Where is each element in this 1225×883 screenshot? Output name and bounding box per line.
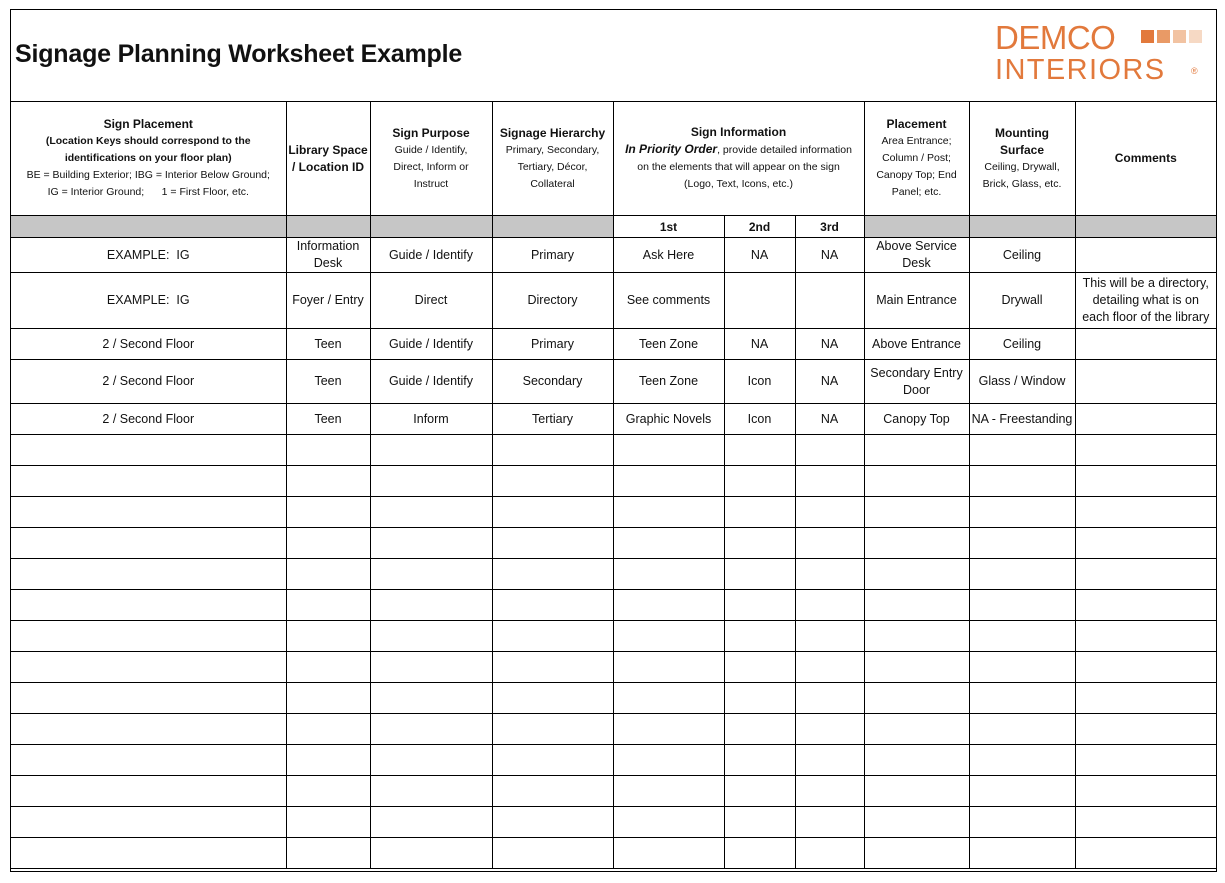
- cell-info-1st[interactable]: [613, 714, 724, 745]
- cell-library-space[interactable]: [286, 838, 370, 869]
- cell-info-2nd[interactable]: [724, 590, 795, 621]
- cell-mounting[interactable]: [969, 776, 1075, 807]
- cell-comments[interactable]: [1075, 590, 1216, 621]
- cell-hierarchy[interactable]: [492, 497, 613, 528]
- cell-info-3rd[interactable]: [795, 621, 864, 652]
- empty-table-row: [11, 838, 1216, 869]
- cell-hierarchy[interactable]: [492, 745, 613, 776]
- cell-info-3rd[interactable]: [795, 559, 864, 590]
- cell-purpose[interactable]: [370, 590, 492, 621]
- cell-info-1st[interactable]: [613, 745, 724, 776]
- cell-info-3rd[interactable]: [795, 745, 864, 776]
- priority-2nd: 2nd: [724, 216, 795, 238]
- cell-library-space[interactable]: [286, 652, 370, 683]
- cell-info-3rd[interactable]: [795, 683, 864, 714]
- cell-comments[interactable]: [1075, 528, 1216, 559]
- cell-info-2nd[interactable]: [724, 621, 795, 652]
- cell-comments[interactable]: [1075, 745, 1216, 776]
- cell-library-space[interactable]: [286, 497, 370, 528]
- table-row: [11, 360, 1216, 404]
- cell-purpose[interactable]: [370, 528, 492, 559]
- cell-comments[interactable]: [1075, 360, 1216, 404]
- cell-comments[interactable]: [1075, 714, 1216, 745]
- cell-info-2nd[interactable]: [724, 466, 795, 497]
- cell-hierarchy[interactable]: [492, 466, 613, 497]
- cell-library-space[interactable]: [286, 807, 370, 838]
- cell-info-1st[interactable]: [613, 776, 724, 807]
- cell-info-3rd[interactable]: [795, 652, 864, 683]
- cell-info-3rd[interactable]: [795, 807, 864, 838]
- cell-placement-key[interactable]: [11, 528, 286, 559]
- cell-placement[interactable]: [864, 652, 969, 683]
- cell-info-1st[interactable]: Ask Here: [613, 238, 724, 273]
- header-library-space: Library Space / Location ID: [286, 102, 370, 216]
- cell-info-1st[interactable]: [613, 807, 724, 838]
- cell-mounting[interactable]: NA - Freestanding: [969, 404, 1075, 435]
- cell-info-2nd[interactable]: [724, 745, 795, 776]
- empty-table-row: [11, 652, 1216, 683]
- cell-placement-key[interactable]: [11, 838, 286, 869]
- cell-library-space[interactable]: [286, 621, 370, 652]
- cell-library-space[interactable]: [286, 776, 370, 807]
- cell-placement-key[interactable]: [11, 683, 286, 714]
- cell-placement[interactable]: [864, 590, 969, 621]
- table-row: [11, 404, 1216, 435]
- cell-purpose[interactable]: [370, 497, 492, 528]
- title-band: [11, 10, 1216, 102]
- cell-placement-key[interactable]: 2 / Second Floor: [11, 360, 286, 404]
- cell-placement[interactable]: [864, 807, 969, 838]
- empty-table-row: [11, 497, 1216, 528]
- cell-placement[interactable]: [864, 466, 969, 497]
- priority-spacer: [864, 216, 969, 238]
- table-row: [11, 329, 1216, 360]
- cell-library-space[interactable]: Teen: [286, 329, 370, 360]
- cell-info-2nd[interactable]: NA: [724, 329, 795, 360]
- cell-hierarchy[interactable]: [492, 838, 613, 869]
- cell-info-1st[interactable]: [613, 559, 724, 590]
- cell-info-3rd[interactable]: NA: [795, 238, 864, 273]
- cell-placement-key[interactable]: EXAMPLE: IG: [11, 273, 286, 329]
- cell-placement[interactable]: [864, 714, 969, 745]
- cell-info-3rd[interactable]: NA: [795, 329, 864, 360]
- cell-info-2nd[interactable]: [724, 652, 795, 683]
- empty-table-row: [11, 776, 1216, 807]
- cell-info-2nd[interactable]: [724, 528, 795, 559]
- empty-table-row: [11, 528, 1216, 559]
- cell-placement-key[interactable]: [11, 652, 286, 683]
- priority-spacer: [492, 216, 613, 238]
- cell-placement-key[interactable]: [11, 621, 286, 652]
- cell-mounting[interactable]: [969, 838, 1075, 869]
- cell-placement[interactable]: Above Service Desk: [864, 238, 969, 273]
- header-comments: Comments: [1075, 102, 1216, 216]
- cell-library-space[interactable]: [286, 745, 370, 776]
- cell-comments[interactable]: [1075, 466, 1216, 497]
- cell-info-3rd[interactable]: [795, 466, 864, 497]
- cell-mounting[interactable]: Drywall: [969, 273, 1075, 329]
- cell-hierarchy[interactable]: Primary: [492, 238, 613, 273]
- cell-hierarchy[interactable]: Secondary: [492, 360, 613, 404]
- cell-placement-key[interactable]: [11, 776, 286, 807]
- cell-placement[interactable]: Above Entrance: [864, 329, 969, 360]
- cell-hierarchy[interactable]: [492, 528, 613, 559]
- priority-row: [11, 216, 1216, 238]
- cell-info-1st[interactable]: [613, 497, 724, 528]
- cell-purpose[interactable]: [370, 776, 492, 807]
- cell-placement[interactable]: Canopy Top: [864, 404, 969, 435]
- cell-info-2nd[interactable]: [724, 683, 795, 714]
- cell-mounting[interactable]: [969, 590, 1075, 621]
- cell-placement[interactable]: [864, 745, 969, 776]
- cell-hierarchy[interactable]: [492, 652, 613, 683]
- header-sign-placement: Sign Placement (Location Keys should correspond to the identifications on your floor plan) BE = Building Exterior; IBG = Interior Below Ground; IG = Interior Ground; 1 = First Floor, etc.: [11, 102, 286, 216]
- empty-table-row: [11, 714, 1216, 745]
- cell-mounting[interactable]: [969, 714, 1075, 745]
- cell-purpose[interactable]: Guide / Identify: [370, 329, 492, 360]
- cell-library-space[interactable]: Teen: [286, 360, 370, 404]
- cell-info-2nd[interactable]: [724, 497, 795, 528]
- cell-info-1st[interactable]: [613, 466, 724, 497]
- cell-purpose[interactable]: [370, 714, 492, 745]
- cell-comments[interactable]: [1075, 497, 1216, 528]
- cell-placement-key[interactable]: 2 / Second Floor: [11, 329, 286, 360]
- cell-hierarchy[interactable]: [492, 435, 613, 466]
- header-sign-purpose: Sign Purpose Guide / Identify, Direct, Inform or Instruct: [370, 102, 492, 216]
- cell-mounting[interactable]: Ceiling: [969, 238, 1075, 273]
- cell-placement-key[interactable]: [11, 590, 286, 621]
- cell-info-3rd[interactable]: [795, 838, 864, 869]
- cell-placement[interactable]: Secondary Entry Door: [864, 360, 969, 404]
- cell-mounting[interactable]: [969, 466, 1075, 497]
- cell-info-1st[interactable]: [613, 621, 724, 652]
- cell-mounting[interactable]: [969, 559, 1075, 590]
- page-title: Signage Planning Worksheet Example: [15, 40, 463, 68]
- cell-comments[interactable]: [1075, 807, 1216, 838]
- cell-placement-key[interactable]: [11, 714, 286, 745]
- cell-info-2nd[interactable]: [724, 838, 795, 869]
- cell-hierarchy[interactable]: [492, 621, 613, 652]
- cell-placement-key[interactable]: [11, 745, 286, 776]
- empty-table-row: [11, 621, 1216, 652]
- cell-purpose[interactable]: [370, 807, 492, 838]
- cell-comments[interactable]: [1075, 435, 1216, 466]
- logo-line1: DEMCO: [995, 19, 1116, 56]
- cell-placement[interactable]: [864, 776, 969, 807]
- cell-placement-key[interactable]: 2 / Second Floor: [11, 404, 286, 435]
- logo-line2: INTERIORS: [995, 54, 1166, 86]
- cell-placement[interactable]: [864, 435, 969, 466]
- cell-info-3rd[interactable]: [795, 590, 864, 621]
- cell-placement-key[interactable]: [11, 466, 286, 497]
- cell-info-3rd[interactable]: [795, 435, 864, 466]
- priority-spacer: [969, 216, 1075, 238]
- cell-purpose[interactable]: [370, 559, 492, 590]
- cell-info-2nd[interactable]: [724, 776, 795, 807]
- cell-placement[interactable]: [864, 621, 969, 652]
- cell-info-1st[interactable]: [613, 683, 724, 714]
- cell-comments[interactable]: [1075, 621, 1216, 652]
- cell-info-2nd[interactable]: NA: [724, 238, 795, 273]
- cell-library-space[interactable]: [286, 714, 370, 745]
- empty-table-row: [11, 745, 1216, 776]
- cell-hierarchy[interactable]: [492, 807, 613, 838]
- empty-table-row: [11, 466, 1216, 497]
- cell-mounting[interactable]: [969, 497, 1075, 528]
- cell-hierarchy[interactable]: [492, 590, 613, 621]
- cell-placement[interactable]: [864, 528, 969, 559]
- empty-table-row: [11, 807, 1216, 838]
- cell-purpose[interactable]: [370, 652, 492, 683]
- cell-info-1st[interactable]: [613, 838, 724, 869]
- cell-purpose[interactable]: [370, 435, 492, 466]
- cell-mounting[interactable]: [969, 435, 1075, 466]
- cell-info-2nd[interactable]: Icon: [724, 404, 795, 435]
- cell-hierarchy[interactable]: [492, 683, 613, 714]
- cell-library-space[interactable]: Teen: [286, 404, 370, 435]
- cell-placement-key[interactable]: [11, 807, 286, 838]
- table-row: [11, 238, 1216, 273]
- cell-hierarchy[interactable]: [492, 714, 613, 745]
- logo-registered-mark: ®: [1191, 66, 1198, 76]
- cell-info-2nd[interactable]: [724, 273, 795, 329]
- cell-info-1st[interactable]: See comments: [613, 273, 724, 329]
- cell-hierarchy[interactable]: [492, 559, 613, 590]
- cell-purpose[interactable]: Guide / Identify: [370, 360, 492, 404]
- cell-placement-key[interactable]: EXAMPLE: IG: [11, 238, 286, 273]
- cell-comments[interactable]: [1075, 238, 1216, 273]
- priority-spacer: [286, 216, 370, 238]
- cell-mounting[interactable]: [969, 621, 1075, 652]
- cell-library-space[interactable]: [286, 466, 370, 497]
- cell-purpose[interactable]: Guide / Identify: [370, 238, 492, 273]
- cell-info-2nd[interactable]: [724, 559, 795, 590]
- cell-purpose[interactable]: [370, 621, 492, 652]
- cell-comments[interactable]: [1075, 683, 1216, 714]
- cell-mounting[interactable]: [969, 745, 1075, 776]
- cell-placement[interactable]: [864, 497, 969, 528]
- cell-info-3rd[interactable]: NA: [795, 360, 864, 404]
- cell-purpose[interactable]: [370, 745, 492, 776]
- worksheet-table: [11, 101, 1216, 869]
- cell-hierarchy[interactable]: [492, 776, 613, 807]
- cell-mounting[interactable]: [969, 683, 1075, 714]
- cell-comments[interactable]: [1075, 838, 1216, 869]
- priority-spacer: [11, 216, 286, 238]
- cell-info-3rd[interactable]: [795, 497, 864, 528]
- cell-info-1st[interactable]: Teen Zone: [613, 329, 724, 360]
- empty-table-row: [11, 435, 1216, 466]
- header-sign-information: Sign Information In Priority Order, provide detailed information on the elements that will appear on the sign (Logo, Text, Icons, etc.): [613, 102, 864, 216]
- cell-hierarchy[interactable]: Tertiary: [492, 404, 613, 435]
- cell-comments[interactable]: [1075, 776, 1216, 807]
- cell-placement-key[interactable]: [11, 559, 286, 590]
- cell-purpose[interactable]: Inform: [370, 404, 492, 435]
- cell-purpose[interactable]: [370, 838, 492, 869]
- priority-1st: 1st: [613, 216, 724, 238]
- cell-info-3rd[interactable]: [795, 714, 864, 745]
- demco-interiors-logo: [995, 20, 1207, 90]
- cell-info-2nd[interactable]: Icon: [724, 360, 795, 404]
- cell-info-1st[interactable]: [613, 435, 724, 466]
- cell-library-space[interactable]: [286, 528, 370, 559]
- cell-info-2nd[interactable]: [724, 807, 795, 838]
- cell-mounting[interactable]: [969, 528, 1075, 559]
- cell-info-3rd[interactable]: NA: [795, 404, 864, 435]
- empty-table-row: [11, 590, 1216, 621]
- cell-mounting[interactable]: [969, 807, 1075, 838]
- cell-info-2nd[interactable]: [724, 714, 795, 745]
- cell-purpose[interactable]: Direct: [370, 273, 492, 329]
- cell-mounting[interactable]: Glass / Window: [969, 360, 1075, 404]
- cell-info-3rd[interactable]: [795, 273, 864, 329]
- cell-library-space[interactable]: Information Desk: [286, 238, 370, 273]
- cell-purpose[interactable]: [370, 683, 492, 714]
- cell-placement-key[interactable]: [11, 497, 286, 528]
- priority-3rd: 3rd: [795, 216, 864, 238]
- cell-info-2nd[interactable]: [724, 435, 795, 466]
- cell-library-space[interactable]: [286, 590, 370, 621]
- cell-info-1st[interactable]: Teen Zone: [613, 360, 724, 404]
- cell-library-space[interactable]: [286, 559, 370, 590]
- cell-purpose[interactable]: [370, 466, 492, 497]
- cell-info-1st[interactable]: [613, 590, 724, 621]
- cell-comments[interactable]: [1075, 559, 1216, 590]
- worksheet: [10, 9, 1217, 872]
- cell-hierarchy[interactable]: Primary: [492, 329, 613, 360]
- cell-info-1st[interactable]: Graphic Novels: [613, 404, 724, 435]
- header-signage-hierarchy: Signage Hierarchy Primary, Secondary, Tertiary, Décor, Collateral: [492, 102, 613, 216]
- table-row: [11, 273, 1216, 329]
- header-placement: Placement Area Entrance; Column / Post; Canopy Top; End Panel; etc.: [864, 102, 969, 216]
- cell-comments[interactable]: This will be a directory, detailing what is on each floor of the library: [1075, 273, 1216, 329]
- cell-info-1st[interactable]: [613, 528, 724, 559]
- cell-hierarchy[interactable]: Directory: [492, 273, 613, 329]
- cell-library-space[interactable]: [286, 435, 370, 466]
- cell-placement[interactable]: [864, 559, 969, 590]
- cell-comments[interactable]: [1075, 652, 1216, 683]
- empty-table-row: [11, 683, 1216, 714]
- header-row: [11, 102, 1216, 216]
- cell-mounting[interactable]: Ceiling: [969, 329, 1075, 360]
- empty-table-row: [11, 559, 1216, 590]
- cell-placement[interactable]: Main Entrance: [864, 273, 969, 329]
- cell-placement[interactable]: [864, 683, 969, 714]
- cell-info-3rd[interactable]: [795, 776, 864, 807]
- header-mounting-surface: Mounting Surface Ceiling, Drywall, Brick, Glass, etc.: [969, 102, 1075, 216]
- cell-comments[interactable]: [1075, 329, 1216, 360]
- cell-placement-key[interactable]: [11, 435, 286, 466]
- cell-comments[interactable]: [1075, 404, 1216, 435]
- cell-info-1st[interactable]: [613, 652, 724, 683]
- cell-placement[interactable]: [864, 838, 969, 869]
- cell-info-3rd[interactable]: [795, 528, 864, 559]
- cell-mounting[interactable]: [969, 652, 1075, 683]
- priority-spacer: [370, 216, 492, 238]
- priority-spacer: [1075, 216, 1216, 238]
- cell-library-space[interactable]: Foyer / Entry: [286, 273, 370, 329]
- cell-library-space[interactable]: [286, 683, 370, 714]
